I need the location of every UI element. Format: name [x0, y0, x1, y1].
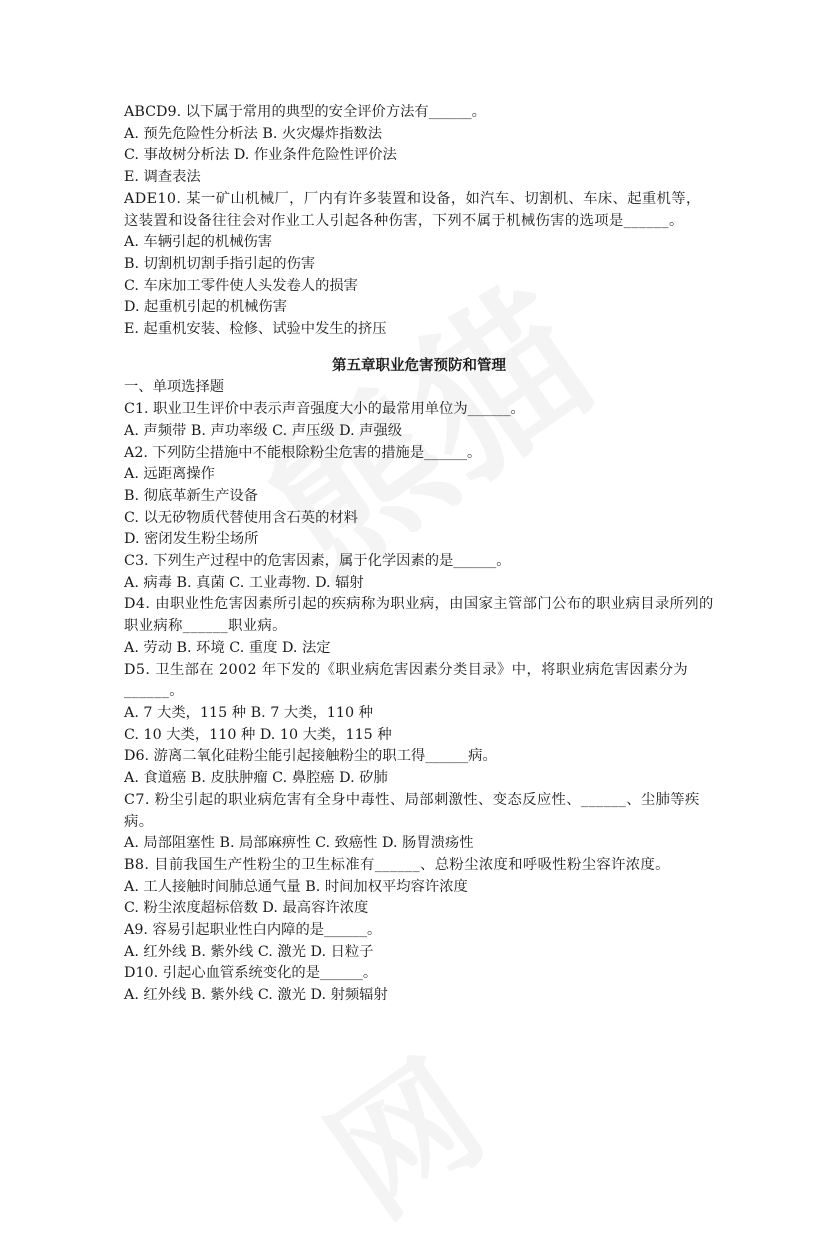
text-line: C. 粉尘浓度超标倍数 D. 最高容许浓度 [124, 900, 369, 917]
text-line: A2. 下列防尘措施中不能根除粉尘危害的措施是______。 [124, 444, 482, 461]
text-line: A. 食道癌 B. 皮肤肿瘤 C. 鼻腔癌 D. 矽肺 [124, 770, 388, 787]
question-section-occupational-hazard [124, 377, 714, 1006]
text-line: D. 起重机引起的机械伤害 [124, 299, 288, 316]
watermark-bottom [285, 1008, 515, 1253]
text-line: C. 10 大类，110 种 D. 10 大类，115 种 [124, 726, 392, 743]
text-line: E. 调查表法 [124, 169, 201, 186]
text-line: C. 车床加工零件使人头发卷人的损害 [124, 277, 358, 294]
text-line: C. 以无矽物质代替使用含石英的材料 [124, 509, 358, 526]
text-line: ADE10. 某一矿山机械厂，厂内有许多装置和设备，如汽车、切割机、车床、起重机等，这装置和设备往往会对作业工人引起各种伤害，下列不属于机械伤害的选项是______。 [124, 190, 701, 229]
text-line: 一、单项选择题 [124, 379, 225, 396]
text-line: C3. 下列生产过程中的危害因素，属于化学因素的是______。 [124, 553, 511, 570]
text-line: D6. 游离二氧化硅粉尘能引起接触粉尘的职工得______病。 [124, 748, 497, 765]
text-line: C7. 粉尘引起的职业病危害有全身中毒性、局部刺激性、变态反应性、______、尘肺等疾病。 [124, 791, 700, 830]
text-line: A. 工人接触时间肺总通气量 B. 时间加权平均容许浓度 [124, 878, 468, 895]
text-line: D. 密闭发生粉尘场所 [124, 531, 259, 548]
text-line: A. 红外线 B. 紫外线 C. 激光 D. 射频辐射 [124, 987, 388, 1004]
document-page [124, 102, 714, 1007]
text-line: D10. 引起心血管系统变化的是______。 [124, 965, 378, 982]
text-line: A9. 容易引起职业性白内障的是______。 [124, 922, 382, 939]
text-line: E. 起重机安装、检修、试验中发生的挤压 [124, 321, 387, 338]
text-line: B. 彻底革新生产设备 [124, 487, 258, 504]
text-line: ABCD9. 以下属于常用的典型的安全评价方法有______。 [124, 104, 486, 120]
text-line: A. 远距离操作 [124, 466, 215, 483]
text-line: B8. 目前我国生产性粉尘的卫生标准有______、总粉尘浓度和呼吸性粉尘容许浓度。 [124, 856, 670, 873]
text-line: D5. 卫生部在 2002 年下发的《职业病危害因素分类目录》中，将职业病危害因素分为______。 [124, 661, 689, 700]
text-line: A. 局部阻塞性 B. 局部麻痹性 C. 致癌性 D. 肠胃溃疡性 [124, 835, 474, 852]
text-line: A. 7 大类，115 种 B. 7 大类，110 种 [124, 704, 373, 721]
text-line: C1. 职业卫生评价中表示声音强度大小的最常用单位为______。 [124, 401, 525, 418]
text-line: A. 病毒 B. 真菌 C. 工业毒物. D. 辐射 [124, 574, 364, 591]
text-line: A. 车辆引起的机械伤害 [124, 234, 273, 251]
text-line: A. 预先危险性分析法 B. 火灾爆炸指数法 [124, 125, 383, 142]
question-section-safety-evaluation [124, 102, 714, 341]
chapter-title: 第五章职业危害预防和管理 [332, 357, 506, 374]
text-line: B. 切割机切割手指引起的伤害 [124, 255, 316, 272]
text-line: A. 红外线 B. 紫外线 C. 激光 D. 日粒子 [124, 943, 374, 960]
text-line: A. 声频带 B. 声功率级 C. 声压级 D. 声强级 [124, 422, 403, 439]
text-line: A. 劳动 B. 环境 C. 重度 D. 法定 [124, 639, 331, 656]
text-line: C. 事故树分析法 D. 作业条件危险性评价法 [124, 147, 397, 164]
text-line: D4. 由职业性危害因素所引起的疾病称为职业病，由国家主管部门公布的职业病目录所列的职业病称______职业病。 [124, 596, 714, 635]
